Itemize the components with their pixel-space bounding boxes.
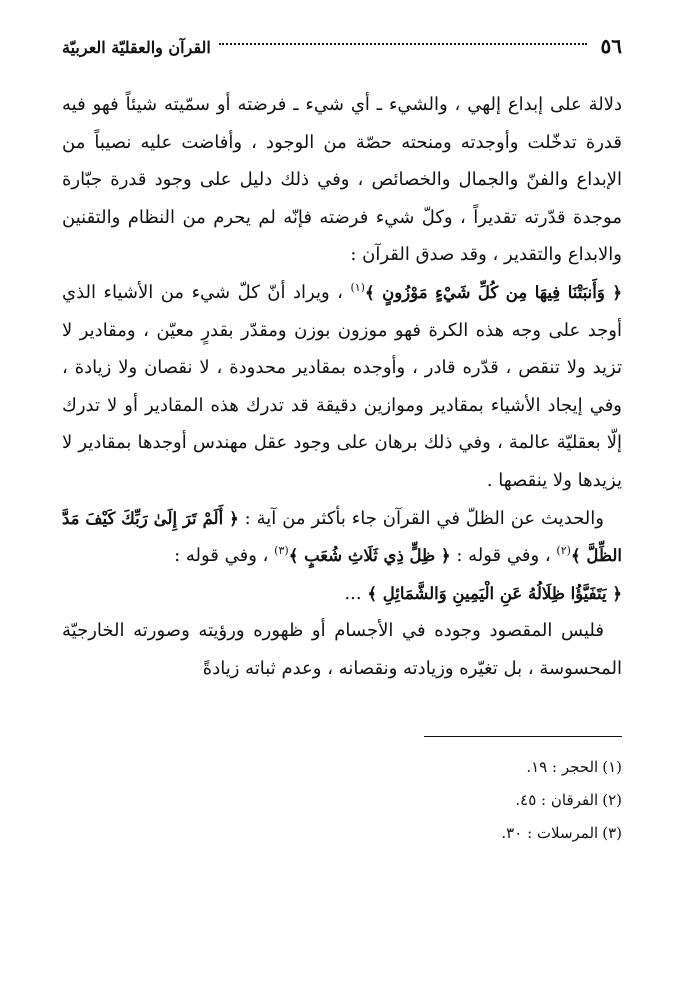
footnote-ref-1[interactable]: (١) — [350, 280, 365, 294]
footnote-2 — [62, 784, 622, 817]
footnote-ref-3[interactable]: (٣) — [274, 544, 289, 558]
quran-verse-1: ﴿ وَأَنبَتْنَا فِيهَا مِن كُلِّ شَيْءٍ مَوْزُونٍ ﴾ — [364, 282, 622, 302]
paragraph-1-text-2: ، ويراد أنّ كلّ شيء من الأشياء الذي أوجد على وجه هذه الكرة فهو موزون بوزن ومقدّر بقدرٍ معيّن ، ومقادير لا تزيد ولا تنقص ، قدّره قادر ، وأوجده بمقادير محدودة ، لا نقصان ولا زيادة ، وفي إيجاد الأشياء بمقادير وموازين دقيقة قد تدرك هذه المقادير أو لا تدرك إلّا بعقليّة عالمة ، وفي ذلك برهان على وجود عقل مهندس أوجدها بمقادير لا يزيدها ولا ينقصها . — [62, 281, 622, 491]
footnote-text: الفرقان : ٤٥. — [515, 790, 599, 809]
footnote-3 — [62, 817, 622, 850]
quran-verse-3: ﴿ ظِلٍّ ذِي ثَلَاثِ شُعَبٍ ﴾ — [288, 546, 451, 566]
footnotes — [62, 751, 622, 850]
paragraph-2 — [62, 500, 622, 613]
paragraph-1 — [62, 86, 622, 500]
paragraph-2-text-1: والحديث عن الظلّ في القرآن جاء بأكثر من آية : — [238, 507, 604, 529]
footnote-text: المرسلات : ٣٠. — [501, 823, 599, 842]
running-header — [62, 30, 622, 62]
paragraph-2-text-4: ... — [344, 582, 368, 604]
footnote-number: (٢) — [602, 790, 622, 809]
body-text — [62, 86, 622, 688]
paragraph-2-text-3: ، وفي قوله : — [174, 545, 275, 567]
paragraph-1-text-1: دلالة على إبداع إلهي ، والشيء ـ أي شيء ـ فرضته أو سمّيته شيئاً فهو فيه قدرة تدخّلت وأوجدته ومنحته حصّة من الوجود ، وأفاضت عليه نصيباً من الإبداع والفنّ والجمال والخصائص ، وفي ذلك دليل على وجود قدرة جبّارة موجدة قدّرته تقديراً ، وكلّ شيء فرضته فإنّه لم يحرم من النظام والتقنين والابداع والتقدير ، وقد صدق القرآن : — [62, 94, 622, 266]
footnote-ref-2[interactable]: (٢) — [556, 544, 571, 558]
page-number: ٥٦ — [600, 34, 622, 58]
paragraph-3 — [62, 612, 622, 687]
book-page — [62, 30, 622, 965]
quran-verse-2: ﴿ أَلَمْ تَرَ إِلَىٰ رَبِّكَ كَيْفَ مَدَّ الظِّلَّ ﴾ — [62, 508, 622, 566]
footnote-separator — [424, 736, 622, 737]
paragraph-2-text-2: ، وفي قوله : — [450, 545, 557, 567]
paragraph-3-text: فليس المقصود وجوده في الأجسام أو ظهوره ورؤيته وصورته الخارجيّة المحسوسة ، بل تغيّره وزيادته ونقصانه ، وعدم ثباته زيادةً — [62, 620, 622, 679]
footnote-text: الحجر : ١٩. — [526, 757, 599, 776]
footnote-1 — [62, 751, 622, 784]
running-title: القرآن والعقليّة العربيّة — [62, 38, 211, 57]
quran-verse-4: ﴿ يَتَفَيَّؤُا ظِلَالُهُ عَنِ الْيَمِينِ وَالشَّمَائِلِ ﴾ — [367, 583, 622, 603]
footnote-number: (١) — [602, 757, 622, 776]
dotted-leader — [219, 43, 587, 45]
footnote-number: (٣) — [602, 823, 622, 842]
